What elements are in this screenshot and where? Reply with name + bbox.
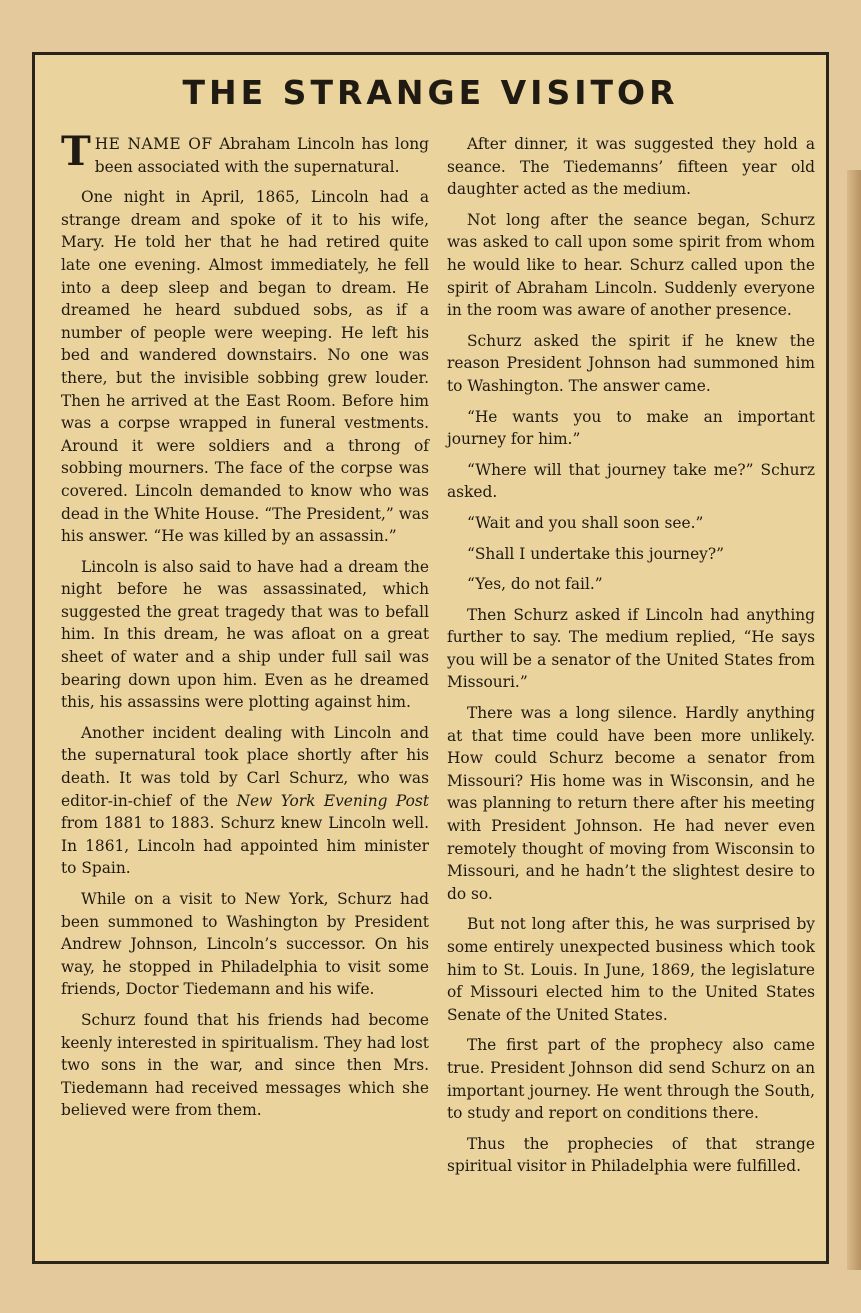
story-title: THE STRANGE VISITOR bbox=[182, 73, 679, 112]
paragraph-text: from 1881 to 1883. Schurz knew Lincoln well. In 1861, Lincoln had appointed him minister to Spain. bbox=[61, 814, 429, 878]
lead-caps: HE NAME OF bbox=[94, 135, 213, 153]
paragraph: While on a visit to New York, Schurz had been summoned to Washington by President Andrew Johnson, Lincoln’s successor. On his way, he stopped in Philadelphia to visit some friends, Doctor Tiedemann and his wife. bbox=[61, 890, 429, 999]
paragraph: Schurz found that his friends had become keenly interested in spiritualism. They had lost two sons in the war, and since then Mrs. Tiedemann had received messages which she believed were from them. bbox=[61, 1010, 429, 1120]
paragraph: “Shall I undertake this journey?” bbox=[467, 544, 724, 563]
paragraph: One night in April, 1865, Lincoln had a strange dream and spoke of it to his wife, Mary. He told her that he had retired quite late one evening. Almost immediately, he fell into a deep sleep and began to dream. He dreamed he heard subdued sobs, as if a number of people were weeping. He left his bed and wandered downstairs. No one was there, but the invisible sobbing grew louder. Then he arrived at the East Room. Before him was a corpse wrapped in funeral vestments. Around it were soldiers and a throng of sobbing mourners. The face of the corpse was covered. Lincoln demanded to know who was dead in the White House. “The President,” was his answer. “He was killed by an assassin.” bbox=[61, 188, 429, 546]
paragraph: “Where will that journey take me?” Schurz asked. bbox=[447, 460, 815, 502]
newspaper-name: New York Evening Post bbox=[236, 791, 429, 810]
drop-cap: T bbox=[61, 128, 91, 175]
paragraph: After dinner, it was suggested they hold a seance. The Tiedemanns’ fifteen year old daughter acted as the medium. bbox=[447, 135, 815, 199]
right-column bbox=[447, 133, 815, 1186]
paragraph: “Wait and you shall soon see.” bbox=[467, 513, 704, 532]
paragraph-text: Abraham Lincoln has long been associated with the supernatural. bbox=[94, 135, 429, 176]
paragraph: Thus the prophecies of that strange spiritual visitor in Philadelphia were fulfilled. bbox=[447, 1134, 815, 1176]
paragraph: “Yes, do not fail.” bbox=[467, 575, 603, 594]
paragraph: There was a long silence. Hardly anything at that time could have been more unlikely. How could Schurz become a senator from Missouri? His home was in Wisconsin, and he was planning to return there after his meeting with President Johnson. He had never even remotely thought of moving from Wisconsin to Missouri, and he hadn’t the slightest desire to do so. bbox=[447, 704, 815, 903]
paragraph bbox=[61, 722, 429, 880]
paragraph: “He wants you to make an important journey for him.” bbox=[447, 407, 815, 449]
left-column bbox=[61, 128, 429, 1130]
page-edge bbox=[847, 170, 861, 1270]
paragraph: Not long after the seance began, Schurz was asked to call upon some spirit from whom he would like to hear. Schurz called upon the spirit of Abraham Lincoln. Suddenly everyone in the room was aware of another presence. bbox=[447, 210, 815, 320]
paragraph: Then Schurz asked if Lincoln had anything further to say. The medium replied, “He says you will be a senator of the United States from Missouri.” bbox=[447, 605, 815, 692]
paragraph bbox=[61, 128, 429, 178]
paragraph: But not long after this, he was surprised by some entirely unexpected business which took him to St. Louis. In June, 1869, the legislature of Missouri elected him to the United States Senate of the United States. bbox=[447, 915, 815, 1024]
paragraph: The first part of the prophecy also came true. President Johnson did send Schurz on an important journey. He went through the South, to study and report on conditions there. bbox=[447, 1036, 815, 1123]
paragraph: Schurz asked the spirit if he knew the reason President Johnson had summoned him to Washington. The answer came. bbox=[447, 331, 815, 395]
paragraph-text: Another incident dealing with Lincoln and the supernatural took place shortly after his death. It was told by Carl Schurz, who was editor-in-chief of the bbox=[61, 723, 429, 810]
story-panel bbox=[32, 52, 829, 1264]
paragraph: Lincoln is also said to have had a dream the night before he was assassinated, which suggested the great tragedy that was to befall him. In this dream, he was afloat on a great sheet of water and a ship under full sail was bearing down upon him. Even as he dreamed this, his assassins were plotting against him. bbox=[61, 557, 429, 712]
